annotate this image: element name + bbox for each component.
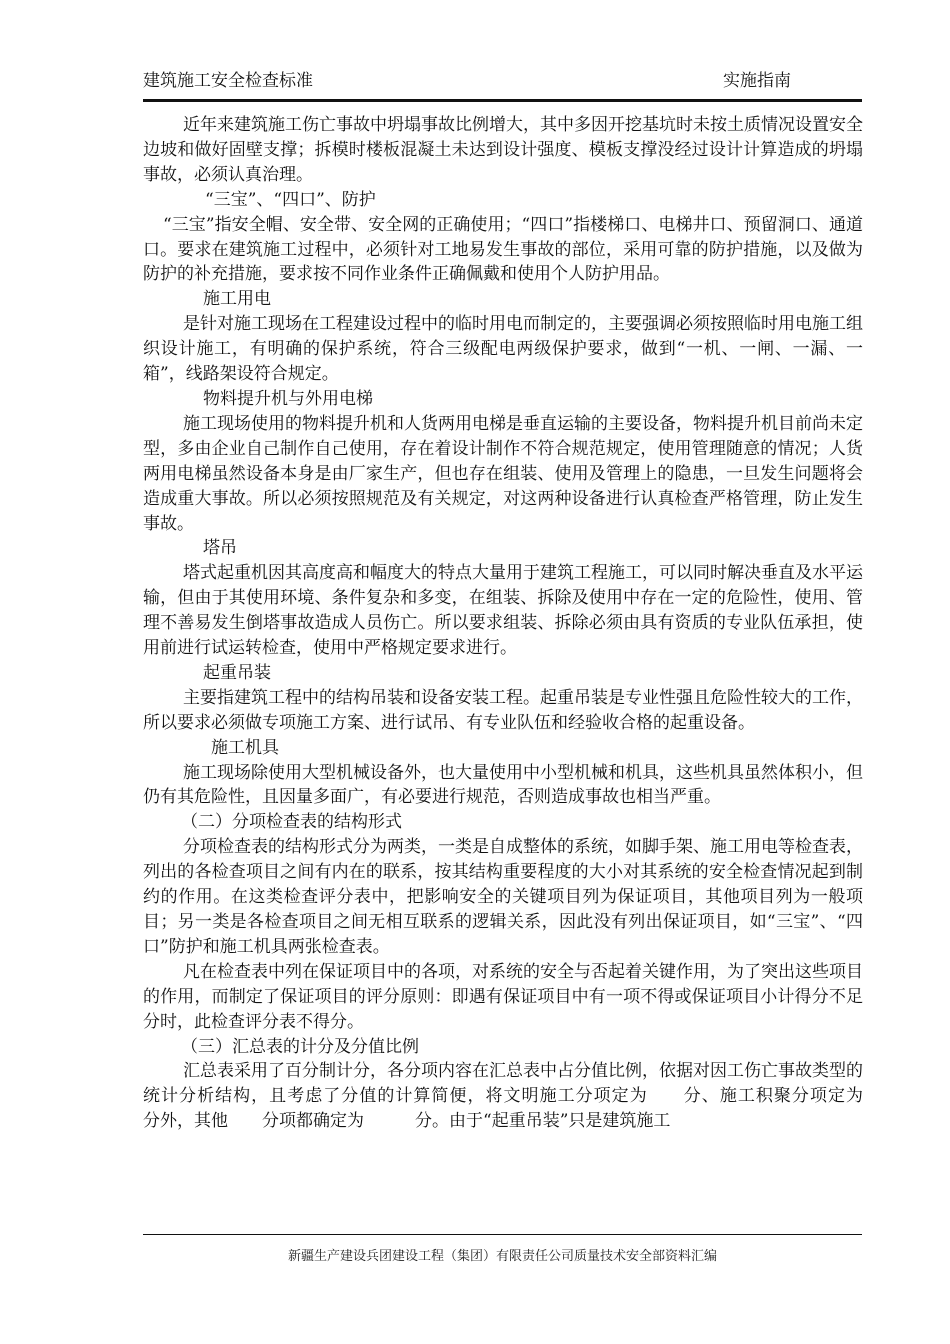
paragraph-construction-power: 是针对施工现场在工程建设过程中的临时用电而制定的，主要强调必须按照临时用电施工组织设计施工，有明确的保护系统，符合三级配电两级保护要求，做到“一机、一闸、一漏、一箱”，线路架设符合规定。 bbox=[143, 314, 863, 385]
header-divider bbox=[143, 99, 862, 102]
paragraph-tower-crane: 塔式起重机因其高度高和幅度大的特点大量用于建筑工程施工，可以同时解决垂直及水平运输，但由于其使用环境、条件复杂和多变，在组装、拆除及使用中存在一定的危险性，使用、管理不善易发生倒塔事故造成人员伤亡。所以要求组装、拆除必须由具有资质的专业队伍承担，使用前进行试运转检查，使用中严格规定要求进行。 bbox=[143, 563, 863, 659]
footer-divider bbox=[143, 1234, 862, 1235]
paragraph-summary-scoring: 汇总表采用了百分制计分，各分项内容在汇总表中占分值比例，依据对因工伤亡事故类型的统计分析结构，且考虑了分值的计算简便，将文明施工分项定为 分、施工积聚分项定为 分外，其他 分项都确定为 分。由于“起重吊装”只是建筑施工 bbox=[143, 1061, 897, 1132]
header-section: 实施指南 bbox=[723, 71, 791, 91]
heading-lifting: 起重吊装 bbox=[203, 662, 271, 683]
heading-summary-scoring: （三）汇总表的计分及分值比例 bbox=[181, 1036, 419, 1057]
document-body bbox=[143, 113, 897, 1134]
paragraph-hoist-elevator: 施工现场使用的物料提升机和人货两用电梯是垂直运输的主要设备，物料提升机目前尚未定型，多由企业自己制作自己使用，存在着设计制作不符合规范规定，使用管理随意的情况；人货两用电梯虽然设备本身是由厂家生产，但也存在组装、使用及管理上的隐患，一旦发生问题将会造成重大事故。所以必须按照规范及有关规定，对这两种设备进行认真检查严格管理，防止发生事故。 bbox=[143, 413, 863, 534]
paragraph-checklist-structure: 分项检查表的结构形式分为两类，一类是自成整体的系统，如脚手架、施工用电等检查表，列出的各检查项目之间有内在的联系，按其结构重要程度的大小对其系统的安全检查情况起到制约的作用。在这类检查评分表中，把影响安全的关键项目列为保证项目，其他项目列为一般项目；另一类是各检查项目之间无相互联系的逻辑关系，因此没有列出保证项目，如“三宝”、“四口”防护和施工机具两张检查表。 bbox=[143, 837, 863, 957]
heading-hoist-elevator: 物料提升机与外用电梯 bbox=[203, 388, 373, 409]
paragraph-machinery: 施工现场除使用大型机械设备外，也大量使用中小型机械和机具，这些机具虽然体积小，但仍有其危险性，且因量多面广，有必要进行规范，否则造成事故也相当严重。 bbox=[143, 762, 863, 808]
paragraph-sanbao-sikou: “三宝”指安全帽、安全带、安全网的正确使用；“四口”指楼梯口、电梯井口、预留洞口、通道口。要求在建筑施工过程中，必须针对工地易发生事故的部位，采用可靠的防护措施，以及做为防护的补充措施，要求按不同作业条件正确佩戴和使用个人防护用品。 bbox=[143, 214, 863, 285]
heading-machinery: 施工机具 bbox=[211, 737, 279, 758]
heading-construction-power: 施工用电 bbox=[203, 289, 271, 310]
header-title: 建筑施工安全检查标准 bbox=[143, 71, 313, 91]
paragraph-collapse: 近年来建筑施工伤亡事故中坍塌事故比例增大，其中多因开挖基坑时未按土质情况设置安全边坡和做好固壁支撑；拆模时楼板混凝土未达到设计强度、模板支撑没经过设计计算造成的坍塌事故，必须认真治理。 bbox=[143, 115, 863, 185]
page-header bbox=[143, 66, 861, 94]
heading-checklist-structure: （二）分项检查表的结构形式 bbox=[181, 812, 402, 833]
heading-sanbao-sikou: “三宝”、“四口”、防护 bbox=[205, 189, 376, 210]
page-footer: 新疆生产建设兵团建设工程（集团）有限责任公司质量技术安全部资料汇编 bbox=[287, 1249, 717, 1264]
paragraph-lifting: 主要指建筑工程中的结构吊装和设备安装工程。起重吊装是专业性强且危险性较大的工作，所以要求必须做专项施工方案、进行试吊、有专业队伍和经验收合格的起重设备。 bbox=[143, 687, 863, 733]
paragraph-guarantee-items: 凡在检查表中列在保证项目中的各项，对系统的安全与否起着关键作用，为了突出这些项目的作用，而制定了保证项目的评分原则：即遇有保证项目中有一项不得或保证项目小计得分不足 分时，此检查评分表不得分。 bbox=[143, 961, 897, 1032]
heading-tower-crane: 塔吊 bbox=[203, 538, 237, 559]
